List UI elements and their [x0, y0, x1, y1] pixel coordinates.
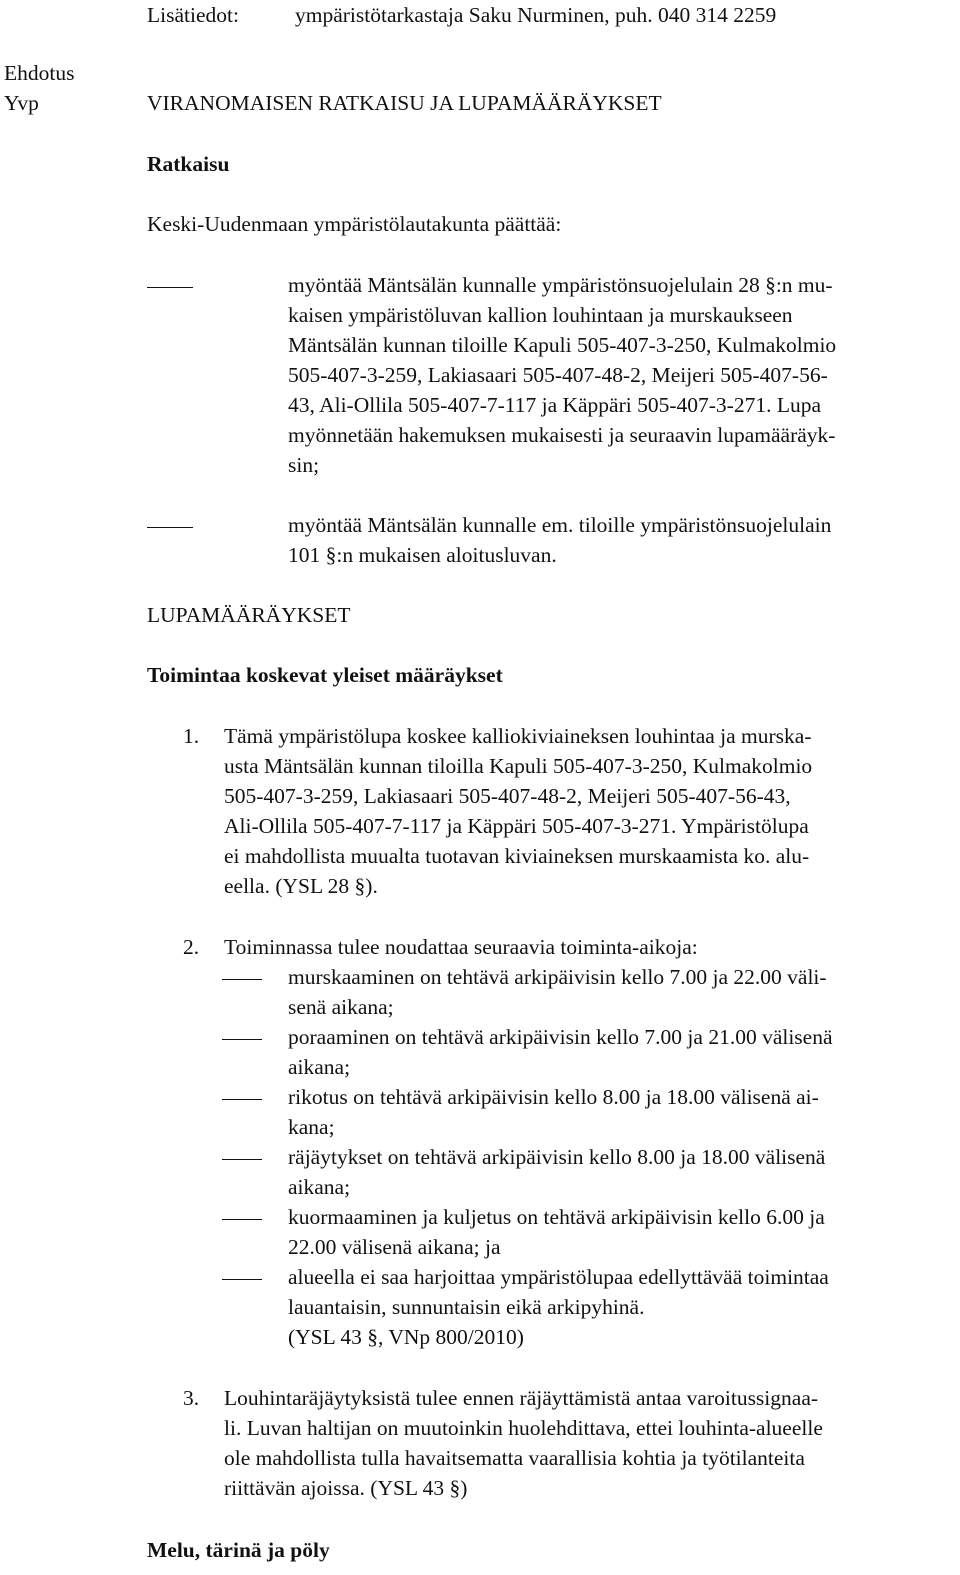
text-line: ei mahdollista muualta tuotavan kiviaineksen murskaamista ko. alu-	[224, 844, 810, 868]
section-heading-melu: Melu, tärinä ja pöly	[147, 1538, 330, 1562]
item-text	[224, 1383, 823, 1503]
section-heading-lupamaaraykset: LUPAMÄÄRÄYKSET	[147, 603, 351, 627]
text-line: lauantaisin, sunnuntaisin eikä arkipyhinä.	[288, 1295, 645, 1319]
text-line: kana;	[288, 1115, 335, 1139]
bullet-dash	[147, 527, 193, 528]
text-line: 101 §:n mukaisen aloitusluvan.	[288, 543, 557, 567]
item-number: 1.	[183, 724, 200, 748]
margin-label-yvp: Yvp	[4, 91, 39, 115]
text-line: rikotus on tehtävä arkipäivisin kello 8.00 ja 18.00 välisenä ai-	[288, 1085, 819, 1109]
text-line: kaisen ympäristöluvan kallion louhintaan ja murskaukseen	[288, 303, 793, 327]
schedule-bullet	[288, 1082, 819, 1142]
text-line: myönnetään hakemuksen mukaisesti ja seuraavin lupamääräyk-	[288, 423, 836, 447]
subsection-heading: Toimintaa koskevat yleiset määräykset	[147, 663, 503, 687]
text-line: 22.00 välisenä aikana; ja	[288, 1235, 501, 1259]
bullet-dash	[147, 287, 193, 288]
text-line: riittävän ajoissa. (YSL 43 §)	[224, 1476, 468, 1500]
text-line: ole mahdollista tulla havaitsematta vaarallisia kohtia ja työtilanteita	[224, 1446, 805, 1470]
page-title: VIRANOMAISEN RATKAISU JA LUPAMÄÄRÄYKSET	[147, 91, 662, 115]
bullet-dash	[222, 1159, 262, 1160]
item-number: 3.	[183, 1386, 200, 1410]
item-number: 2.	[183, 935, 200, 959]
text-line: Mäntsälän kunnan tiloille Kapuli 505-407-3-250, Kulmakolmio	[288, 333, 837, 357]
text-line: poraaminen on tehtävä arkipäivisin kello 7.00 ja 21.00 välisenä	[288, 1025, 833, 1049]
item-text	[224, 721, 812, 901]
header-contact: ympäristötarkastaja Saku Nurminen, puh. 040 314 2259	[295, 3, 777, 27]
header-label: Lisätiedot:	[147, 3, 239, 27]
text-line: kuormaaminen ja kuljetus on tehtävä arkipäivisin kello 6.00 ja	[288, 1205, 825, 1229]
schedule-bullet	[288, 1262, 829, 1352]
bullet-dash	[222, 1279, 262, 1280]
text-line: Tämä ympäristölupa koskee kalliokiviaineksen louhintaa ja murska-	[224, 724, 812, 748]
text-line: li. Luvan haltijan on muutoinkin huolehdittava, ettei louhinta-alueelle	[224, 1416, 823, 1440]
text-line: 43, Ali-Ollila 505-407-7-117 ja Käppäri 505-407-3-271. Lupa	[288, 393, 822, 417]
decision-bullet	[288, 270, 836, 480]
bullet-dash	[222, 979, 262, 980]
item-intro: Toiminnassa tulee noudattaa seuraavia toiminta-aikoja:	[224, 935, 698, 959]
text-line: Ali-Ollila 505-407-7-117 ja Käppäri 505-407-3-271. Ympäristölupa	[224, 814, 809, 838]
text-line: Louhintaräjäytyksistä tulee ennen räjäyttämistä antaa varoitussignaa-	[224, 1386, 819, 1410]
decision-intro: Keski-Uudenmaan ympäristölautakunta päättää:	[147, 212, 562, 236]
schedule-bullet	[288, 1142, 825, 1202]
schedule-bullet	[288, 962, 827, 1022]
text-line: eella. (YSL 28 §).	[224, 874, 378, 898]
text-line: myöntää Mäntsälän kunnalle ympäristönsuojelulain 28 §:n mu-	[288, 273, 833, 297]
schedule-bullet	[288, 1202, 825, 1262]
text-line: usta Mäntsälän kunnan tiloilla Kapuli 505-407-3-250, Kulmakolmio	[224, 754, 813, 778]
text-line: aikana;	[288, 1175, 351, 1199]
text-line: senä aikana;	[288, 995, 394, 1019]
text-line: myöntää Mäntsälän kunnalle em. tiloille ympäristönsuojelulain	[288, 513, 832, 537]
text-line: aikana;	[288, 1055, 351, 1079]
section-heading-ratkaisu: Ratkaisu	[147, 152, 230, 176]
text-line: sin;	[288, 453, 320, 477]
decision-bullet	[288, 510, 831, 570]
bullet-dash	[222, 1219, 262, 1220]
text-line: alueella ei saa harjoittaa ympäristölupaa edellyttävää toimintaa	[288, 1265, 829, 1289]
text-line: (YSL 43 §, VNp 800/2010)	[288, 1325, 524, 1349]
text-line: räjäytykset on tehtävä arkipäivisin kello 8.00 ja 18.00 välisenä	[288, 1145, 826, 1169]
text-line: 505-407-3-259, Lakiasaari 505-407-48-2, Meijeri 505-407-56-	[288, 363, 828, 387]
bullet-dash	[222, 1039, 262, 1040]
margin-label-ehdotus: Ehdotus	[4, 61, 75, 85]
text-line: murskaaminen on tehtävä arkipäivisin kello 7.00 ja 22.00 väli-	[288, 965, 827, 989]
schedule-bullet	[288, 1022, 833, 1082]
text-line: 505-407-3-259, Lakiasaari 505-407-48-2, Meijeri 505-407-56-43,	[224, 784, 791, 808]
bullet-dash	[222, 1099, 262, 1100]
